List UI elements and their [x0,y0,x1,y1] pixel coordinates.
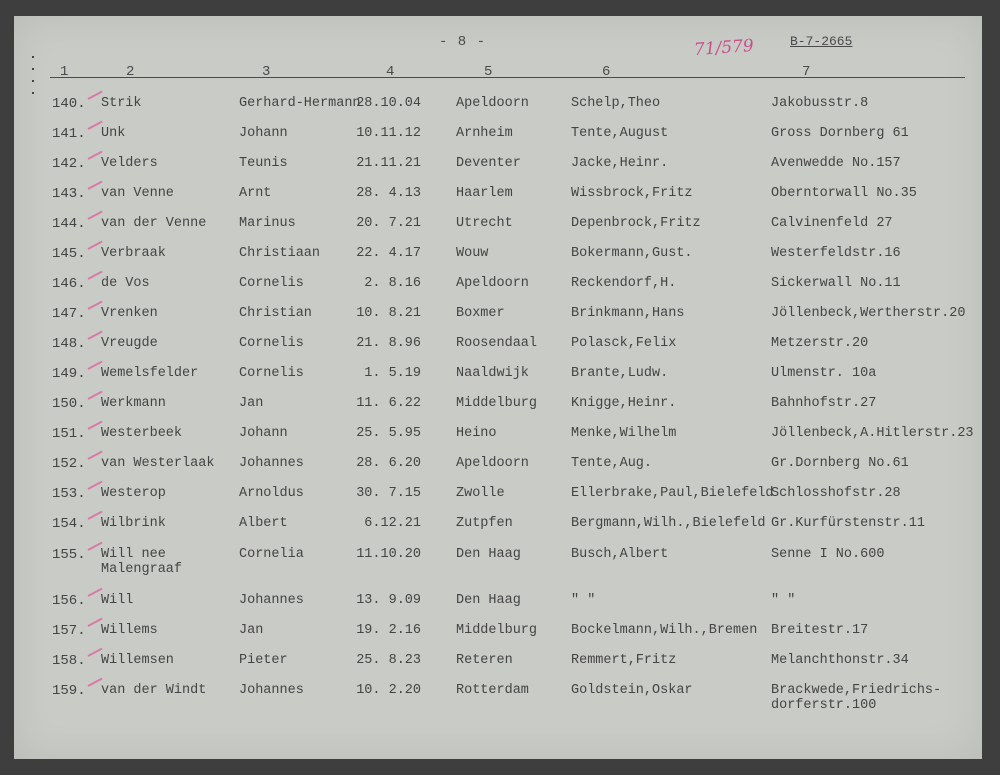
surname: Westerbeek [101,426,183,441]
address: " " [771,593,796,608]
birth-date: 10.11.12 [356,126,421,141]
birth-place: Middelburg [456,396,538,411]
surname: van der Venne [101,216,207,231]
first-name: Johannes [239,456,304,471]
birth-date: 2. 8.16 [364,276,421,291]
address: Melanchthonstr.34 [771,653,909,668]
birth-date: 11. 6.22 [356,396,421,411]
employer: " " [571,593,596,608]
employer: Polasck,Felix [571,336,677,351]
employer: Busch,Albert [571,547,669,562]
birth-place: Den Haag [456,593,521,608]
birth-place: Naaldwijk [456,366,529,381]
row-number: 144. [52,216,86,232]
first-name: Pieter [239,653,288,668]
birth-date: 10. 8.21 [356,306,421,321]
column-number: 6 [602,64,611,80]
birth-date: 19. 2.16 [356,623,421,638]
birth-date: 6.12.21 [364,516,421,531]
employer: Wissbrock,Fritz [571,186,693,201]
first-name: Jan [239,396,264,411]
address: Avenwedde No.157 [771,156,901,171]
birth-date: 13. 9.09 [356,593,421,608]
surname: Willemsen [101,653,174,668]
address: Schlosshofstr.28 [771,486,901,501]
address: Jöllenbeck,A.Hitlerstr.23 [771,426,974,441]
birth-date: 25. 5.95 [356,426,421,441]
birth-place: Wouw [456,246,489,261]
surname: Wilbrink [101,516,166,531]
row-number: 157. [52,623,86,639]
row-number: 153. [52,486,86,502]
address: Calvinenfeld 27 [771,216,893,231]
surname: Strik [101,96,142,111]
pencil-annotation: 71/579 [693,35,755,61]
surname: van Westerlaak [101,456,215,471]
surname-continued: Malengraaf [101,562,183,577]
employer: Jacke,Heinr. [571,156,669,171]
first-name: Cornelia [239,547,304,562]
surname: Willems [101,623,158,638]
row-number: 155. [52,547,86,563]
birth-place: Apeldoorn [456,96,529,111]
birth-place: Arnheim [456,126,513,141]
address: Oberntorwall No.35 [771,186,917,201]
employer: Reckendorf,H. [571,276,677,291]
employer: Bergmann,Wilh.,Bielefeld [571,516,766,531]
birth-date: 22. 4.17 [356,246,421,261]
first-name: Cornelis [239,336,304,351]
surname: Will [101,593,134,608]
address: Jöllenbeck,Wertherstr.20 [771,306,966,321]
row-number: 141. [52,126,86,142]
address: Metzerstr.20 [771,336,869,351]
first-name: Cornelis [239,276,304,291]
employer: Ellerbrake,Paul,Bielefeld [571,486,774,501]
surname: Vreugde [101,336,158,351]
birth-place: Reteren [456,653,513,668]
address: Sickerwall No.11 [771,276,901,291]
margin-dots [32,56,36,104]
birth-place: Apeldoorn [456,456,529,471]
surname: de Vos [101,276,150,291]
first-name: Johannes [239,683,304,698]
row-number: 156. [52,593,86,609]
employer: Bokermann,Gust. [571,246,693,261]
address: Ulmenstr. 10a [771,366,877,381]
first-name: Johann [239,426,288,441]
first-name: Teunis [239,156,288,171]
employer: Depenbrock,Fritz [571,216,701,231]
address: Gr.Kurfürstenstr.11 [771,516,925,531]
address: Westerfeldstr.16 [771,246,901,261]
employer: Remmert,Fritz [571,653,677,668]
address: Brackwede,Friedrichs- [771,683,942,698]
address: Breitestr.17 [771,623,869,638]
column-number: 2 [126,64,135,80]
birth-place: Den Haag [456,547,521,562]
address: Gross Dornberg 61 [771,126,909,141]
birth-date: 30. 7.15 [356,486,421,501]
birth-date: 28. 6.20 [356,456,421,471]
row-number: 143. [52,186,86,202]
row-number: 150. [52,396,86,412]
first-name: Johann [239,126,288,141]
first-name: Christiaan [239,246,321,261]
employer: Bockelmann,Wilh.,Bremen [571,623,758,638]
first-name: Albert [239,516,288,531]
first-name: Gerhard-Hermann [239,96,361,111]
surname: Westerop [101,486,166,501]
birth-date: 11.10.20 [356,547,421,562]
row-number: 154. [52,516,86,532]
page-number: - 8 - [439,34,487,50]
first-name: Cornelis [239,366,304,381]
birth-place: Zwolle [456,486,505,501]
birth-date: 21.11.21 [356,156,421,171]
birth-date: 25. 8.23 [356,653,421,668]
birth-place: Zutpfen [456,516,513,531]
first-name: Arnoldus [239,486,304,501]
row-number: 147. [52,306,86,322]
address: Bahnhofstr.27 [771,396,877,411]
header-rule [50,77,965,78]
reference-number: B-7-2665 [790,34,853,49]
address: Jakobusstr.8 [771,96,869,111]
column-number: 7 [802,64,811,80]
row-number: 145. [52,246,86,262]
birth-place: Haarlem [456,186,513,201]
address: Senne I No.600 [771,547,885,562]
birth-date: 1. 5.19 [364,366,421,381]
surname: Velders [101,156,158,171]
birth-place: Roosendaal [456,336,538,351]
surname: van Venne [101,186,174,201]
first-name: Christian [239,306,312,321]
employer: Brante,Ludw. [571,366,669,381]
employer: Tente,Aug. [571,456,653,471]
employer: Knigge,Heinr. [571,396,677,411]
birth-place: Heino [456,426,497,441]
employer: Goldstein,Oskar [571,683,693,698]
surname: Wemelsfelder [101,366,199,381]
surname: Will nee [101,547,166,562]
birth-place: Deventer [456,156,521,171]
first-name: Marinus [239,216,296,231]
address-continued: dorferstr.100 [771,698,877,713]
employer: Schelp,Theo [571,96,661,111]
address: Gr.Dornberg No.61 [771,456,909,471]
first-name: Jan [239,623,264,638]
surname: Unk [101,126,126,141]
row-number: 140. [52,96,86,112]
document-page [14,16,982,759]
birth-place: Utrecht [456,216,513,231]
birth-date: 20. 7.21 [356,216,421,231]
surname: Werkmann [101,396,166,411]
birth-place: Middelburg [456,623,538,638]
surname: van der Windt [101,683,207,698]
employer: Brinkmann,Hans [571,306,685,321]
row-number: 142. [52,156,86,172]
row-number: 152. [52,456,86,472]
column-number: 3 [262,64,271,80]
birth-place: Rotterdam [456,683,529,698]
row-number: 149. [52,366,86,382]
birth-date: 28. 4.13 [356,186,421,201]
column-number: 1 [60,64,69,80]
surname: Vrenken [101,306,158,321]
column-number: 4 [386,64,395,80]
column-number: 5 [484,64,493,80]
first-name: Arnt [239,186,272,201]
row-number: 146. [52,276,86,292]
row-number: 158. [52,653,86,669]
surname: Verbraak [101,246,166,261]
row-number: 148. [52,336,86,352]
first-name: Johannes [239,593,304,608]
birth-date: 10. 2.20 [356,683,421,698]
row-number: 159. [52,683,86,699]
employer: Menke,Wilhelm [571,426,677,441]
birth-date: 21. 8.96 [356,336,421,351]
birth-place: Boxmer [456,306,505,321]
row-number: 151. [52,426,86,442]
employer: Tente,August [571,126,669,141]
birth-date: 28.10.04 [356,96,421,111]
birth-place: Apeldoorn [456,276,529,291]
